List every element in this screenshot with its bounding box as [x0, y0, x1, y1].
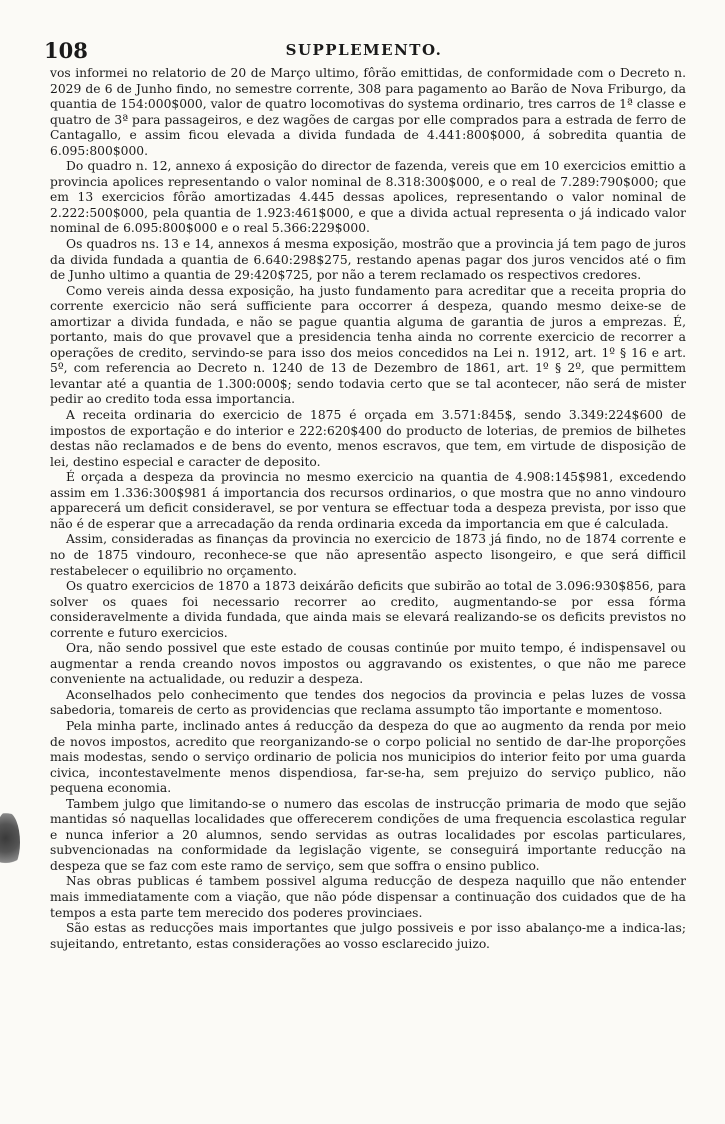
- paragraph: É orçada a despeza da provincia no mesmo exercicio na quantia de 4.908:145$981, excedendo assim em 1.336:300$981 á importancia dos recursos ordinarios, o que mostra que no anno vindouro apparecerá um deficit consideravel, se por ventura se effectuar toda a despeza prevista, por isso que não é de esperar que a arrecadação da renda ordinaria exceda da importancia em que é calculada.: [50, 470, 686, 531]
- paragraph: Os quatro exercicios de 1870 a 1873 deixárão deficits que subirão ao total de 3.096:930$856, para solver os quaes foi necessario recorrer ao credito, augmentando-se por essa fórma consideravelmente a divida fundada, que ainda mais se elevará realizando-se os deficits previstos no corrente e futuro exercicios.: [50, 579, 686, 640]
- paragraph: Aconselhados pelo conhecimento que tendes dos negocios da provincia e pelas luzes de vossa sabedoria, tomareis de certo as providencias que reclama assumpto tão importante e momentoso.: [50, 687, 686, 718]
- paragraph: Os quadros ns. 13 e 14, annexos á mesma exposição, mostrão que a provincia já tem pago de juros da divida fundada a quantia de 6.640:298$275, restando apenas pagar dos juros vencidos até o fim de Junho ultimo a quantia de 29:420$725, por não a terem reclamado os respectivos credores.: [50, 237, 686, 283]
- body-text: [50, 66, 686, 952]
- page-header: [44, 38, 684, 62]
- page-number: 108: [44, 38, 88, 63]
- paragraph: Como vereis ainda dessa exposição, ha justo fundamento para acreditar que a receita propria do corrente exercicio não será sufficiente para occorrer á despeza, quando mesmo deixe-se de amortizar a divida fundada, e não se pague quantia alguma de garantia de juros a emprezas. É, portanto, mais do que provavel que a presidencia tenha ainda no corrente exercicio de recorrer a operações de credito, servindo-se para isso dos meios concedidos na Lei n. 1912, art. 1º § 16 e art. 5º, com referencia ao Decreto n. 1240 de 13 de Dezembro de 1861, art. 1º § 2º, que permittem levantar até a quantia de 1.300:000$; sendo todavia certo que se tal acontecer, não será de mister pedir ao credito toda essa importancia.: [50, 283, 686, 407]
- paragraph: Pela minha parte, inclinado antes á reducção da despeza do que ao augmento da renda por meio de novos impostos, acredito que reorganizando-se o corpo policial no sentido de dar-lhe proporções mais modestas, sendo o serviço ordinario de policia nos municipios do interior feito por uma guarda civica, incontestavelmente menos dispendiosa, far-se-ha, sem prejuizo do serviço publico, não pequena economia.: [50, 718, 686, 796]
- paragraph: Tambem julgo que limitando-se o numero das escolas de instrucção primaria de modo que sejão mantidas só naquellas localidades que offerecerem condições de uma frequencia escolastica regular e nunca inferior a 20 alumnos, sendo servidas as outras localidades por escolas particulares, subvencionadas na conformidade da legislação vigente, se conseguirá importante reducção na despeza que se faz com este ramo de serviço, sem que soffra o ensino publico.: [50, 796, 686, 873]
- running-title: SUPPLEMENTO.: [285, 41, 443, 59]
- paragraph: Do quadro n. 12, annexo á exposição do director de fazenda, vereis que em 10 exercicios emittio a provincia apolices representando o valor nominal de 8.318:300$000, e o real de 7.289:790$000; que em 13 exercicios fôrão amortizadas 4.445 dessas apolices, representando o valor nominal de 2.222:500$000, pela quantia de 1.923:461$000, e que a divida actual representa o já indicado valor nominal de 6.095:800$000 e o real 5.366:229$000.: [50, 159, 686, 236]
- paragraph: Ora, não sendo possivel que este estado de cousas continúe por muito tempo, é indispensavel ou augmentar a renda creando novos impostos ou aggravando os existentes, o que não me parece conveniente na actualidade, ou reduzir a despeza.: [50, 641, 686, 687]
- paragraph: São estas as reducções mais importantes que julgo possiveis e por isso abalanço-me a indica-las; sujeitando, entretanto, estas considerações ao vosso esclarecido juizo.: [50, 921, 686, 951]
- ink-blot-mark: [0, 812, 20, 870]
- paragraph: vos informei no relatorio de 20 de Março ultimo, fôrão emittidas, de conformidade com o Decreto n. 2029 de 6 de Junho findo, no semestre corrente, 308 para pagamento ao Barão de Nova Friburgo, da quantia de 154:000$000, valor de quatro locomotivas do systema ordinario, tres carros de 1ª classe e quatro de 3ª para passageiros, e dez wagões de cargas por elle comprados para a estrada de ferro de Cantagallo, e assim ficou elevada a divida fundada de 4.441:800$000, á sobredita quantia de 6.095:800$000.: [50, 66, 686, 158]
- paragraph: Nas obras publicas é tambem possivel alguma reducção de despeza naquillo que não entender mais immediatamente com a viação, que não póde dispensar a continuação dos cuidados que de ha tempos a esta parte tem merecido dos poderes provinciaes.: [50, 874, 686, 920]
- paragraph: Assim, consideradas as finanças da provincia no exercicio de 1873 já findo, no de 1874 corrente e no de 1875 vindouro, reconhece-se que não apresentão aspecto lisongeiro, e que será difficil restabelecer o equilibrio no orçamento.: [50, 532, 686, 578]
- paragraph: A receita ordinaria do exercicio de 1875 é orçada em 3.571:845$, sendo 3.349:224$600 de impostos de exportação e do interior e 222:620$400 do producto de loterias, de premios de bilhetes destas não reclamados e de bens do evento, menos escravos, que tem, em virtude de disposição de lei, destino especial e caracter de deposito.: [50, 408, 686, 469]
